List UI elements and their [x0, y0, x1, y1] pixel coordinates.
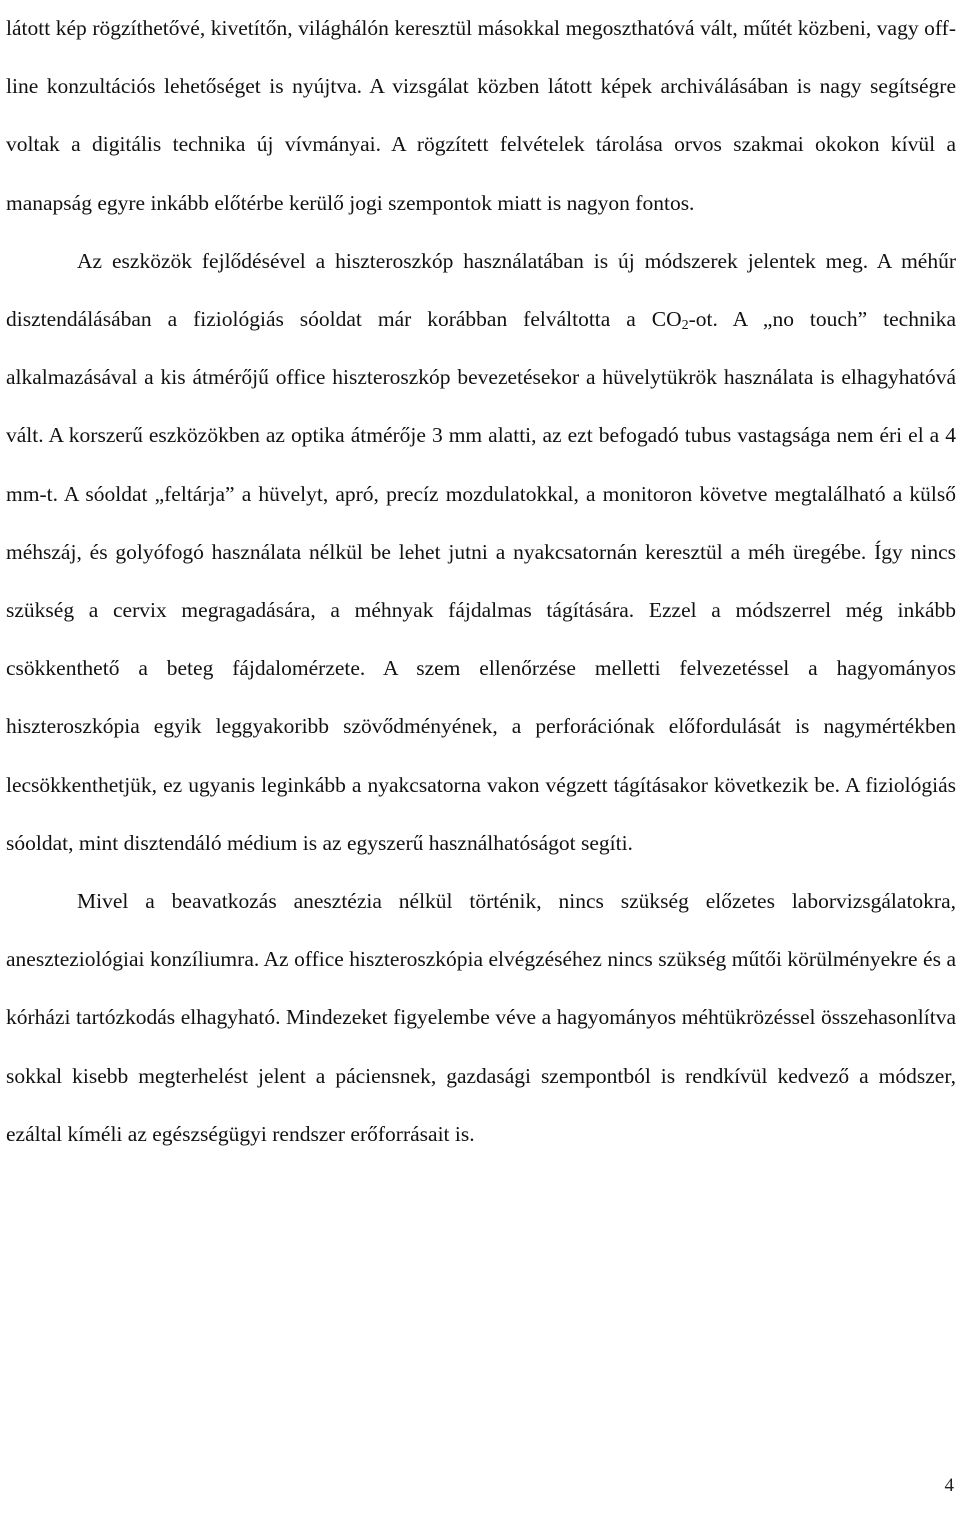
document-page — [6, 0, 956, 1163]
co2-subscript: 2 — [681, 318, 689, 334]
page-number: 4 — [944, 1475, 954, 1496]
paragraph-instruments-text-end: -ot. A „no touch” technika alkalmazásával a kis átmérőjű office hiszteroszkóp bevezetésekor a hüvelytükrök használata is elhagyhatóvá vált. A korszerű eszközökben az optika átmérője 3 mm alatti, az ezt befogadó tubus vastagsága nem éri el a 4 mm-t. A sóoldat „feltárja” a hüvelyt, apró, precíz mozdulatokkal, a monitoron követve megtalálható a külső méhszáj, és golyófogó használata nélkül be lehet jutni a nyakcsatornán keresztül a méh üregébe. Így nincs szükség a cervix megragadására, a méhnyak fájdalmas tágítására. Ezzel a módszerrel még inkább csökkenthető a beteg fájdalomérzete. A szem ellenőrzése melletti felvezetéssel a hagyományos hiszteroszkópia egyik leggyakoribb szövődményének, a perforációnak előfordulását is nagymértékben lecsökkenthetjük, ez ugyanis leginkább a nyakcsatorna vakon végzett tágításakor következik be. A fiziológiás sóoldat, mint disztendáló médium is az egyszerű használhatóságot segíti. — [6, 307, 956, 855]
paragraph-continued: látott kép rögzíthetővé, kivetítőn, világhálón keresztül másokkal megoszthatóvá vált, műtét közbeni, vagy off-line konzultációs lehetőséget is nyújtva. A vizsgálat közben látott képek archiválásában is nagy segítségre voltak a digitális technika új vívmányai. A rögzített felvételek tárolása orvos szakmai okokon kívül a manapság egyre inkább előtérbe kerülő jogi szempontok miatt is nagyon fontos. — [6, 16, 956, 215]
paragraph-instruments — [6, 232, 956, 872]
paragraph-instruments-text-start: Az eszközök fejlődésével a hiszteroszkóp használatában is új módszerek jelentek meg. A méhűr disztendálásában a fiziológiás sóoldat már korábban felváltotta a CO — [6, 248, 956, 332]
paragraph-anesthesia: Mivel a beavatkozás anesztézia nélkül történik, nincs szükség előzetes laborvizsgálatokra, aneszteziológiai konzíliumra. Az office hiszteroszkópia elvégzéséhez nincs szükség műtői körülményekre és a kórházi tartózkodás elhagyható. Mindezeket figyelembe véve a hagyományos méhtükrözéssel összehasonlítva sokkal kisebb megterhelést jelent a páciensnek, gazdasági szempontból is rendkívül kedvező a módszer, ezáltal kíméli az egészségügyi rendszer erőforrásait is. — [6, 889, 956, 1146]
